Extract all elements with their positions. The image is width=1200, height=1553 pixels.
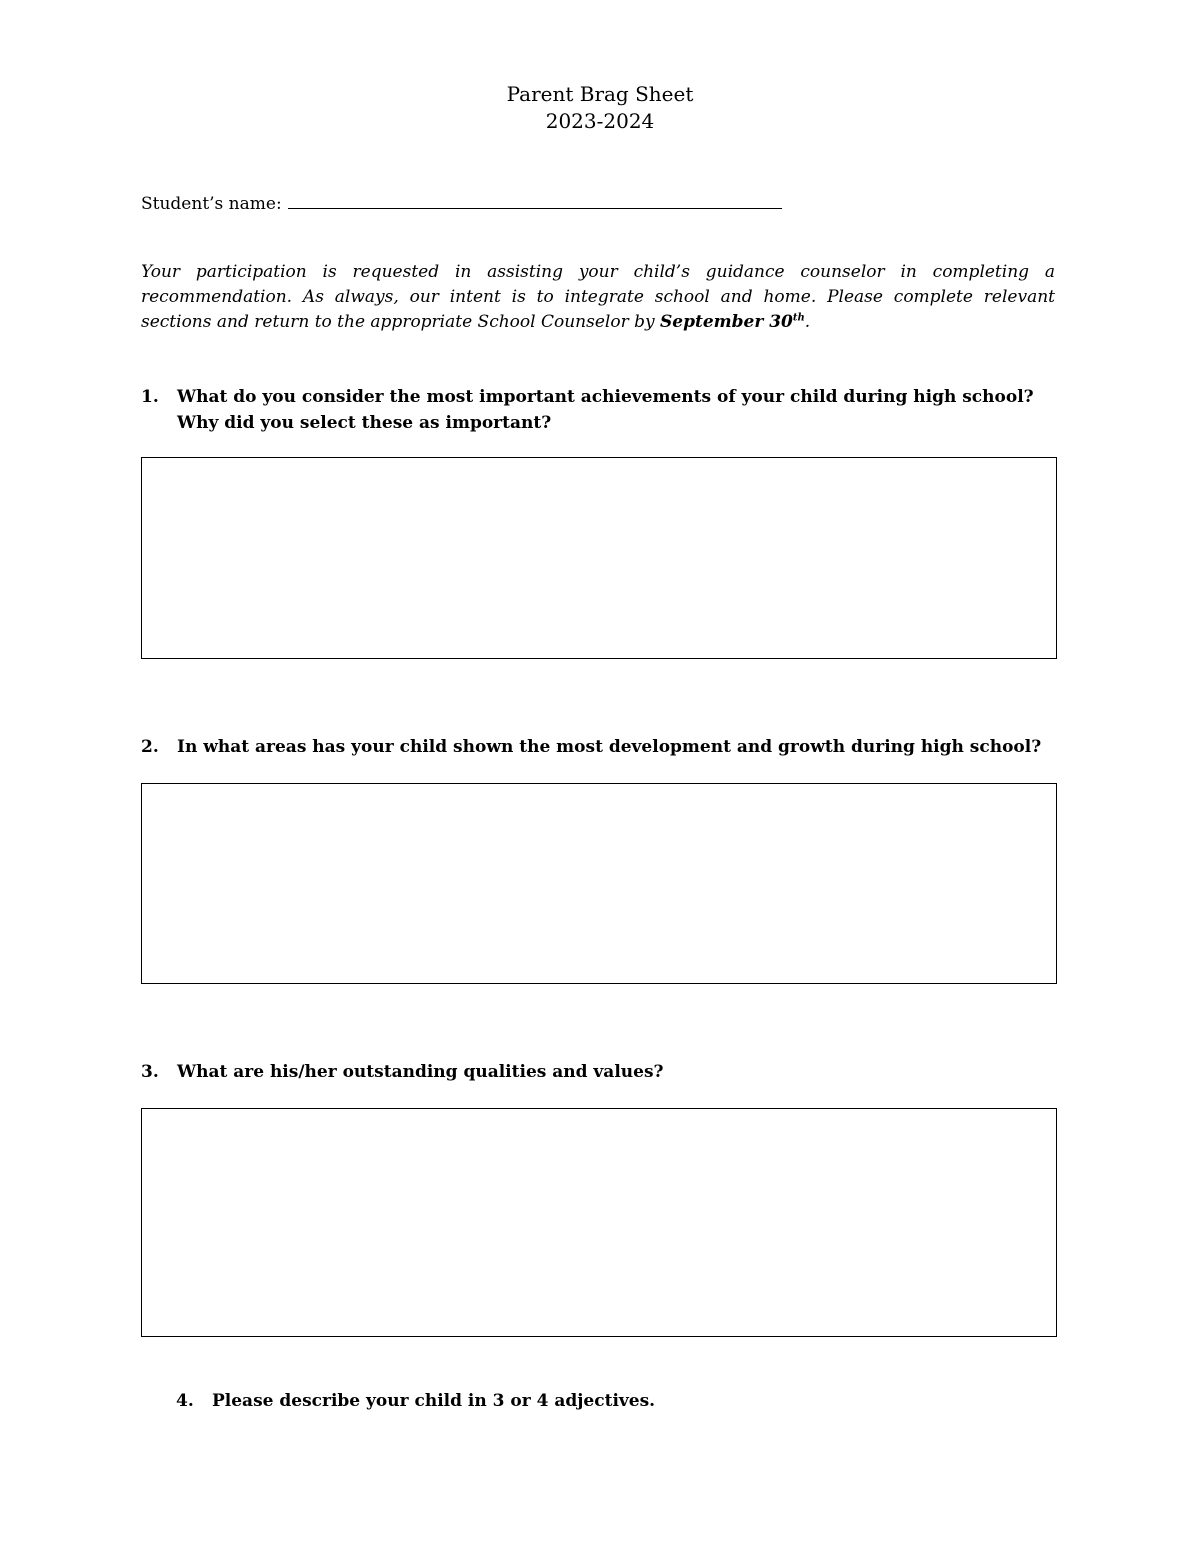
answer-box-2[interactable] [141, 783, 1057, 984]
intro-paragraph [141, 260, 1055, 335]
student-name-label: Student’s name: [141, 194, 282, 214]
question-text: Please describe your child in 3 or 4 adjectives. [212, 1391, 656, 1411]
question-number: 1. [141, 387, 159, 407]
question-3 [141, 1059, 1057, 1085]
school-year: 2023-2024 [545, 109, 655, 133]
question-1 [141, 384, 1057, 436]
question-number: 4. [176, 1391, 194, 1411]
intro-text: Your participation is requested in assisting your child’s guidance counselor in completing a recommendation. As always, our intent is to integrate school and home. Please complete relevant sections and return to the appropriate School Counselor by [141, 262, 1055, 332]
answer-box-3[interactable] [141, 1108, 1057, 1337]
deadline-date: September 30th [660, 312, 805, 332]
student-name-row [141, 188, 782, 214]
question-text: What are his/her outstanding qualities and values? [177, 1062, 664, 1082]
answer-box-1[interactable] [141, 457, 1057, 659]
question-number: 2. [141, 737, 159, 757]
question-number: 3. [141, 1062, 159, 1082]
student-name-field[interactable] [288, 188, 782, 209]
question-text: In what areas has your child shown the most development and growth during high school? [177, 737, 1042, 757]
question-4 [176, 1388, 1056, 1414]
page-title: Parent Brag Sheet [506, 82, 694, 106]
question-2 [141, 734, 1057, 760]
question-text: What do you consider the most important achievements of your child during high school? Why did you select these as important? [177, 387, 1034, 433]
intro-end: . [804, 312, 811, 332]
